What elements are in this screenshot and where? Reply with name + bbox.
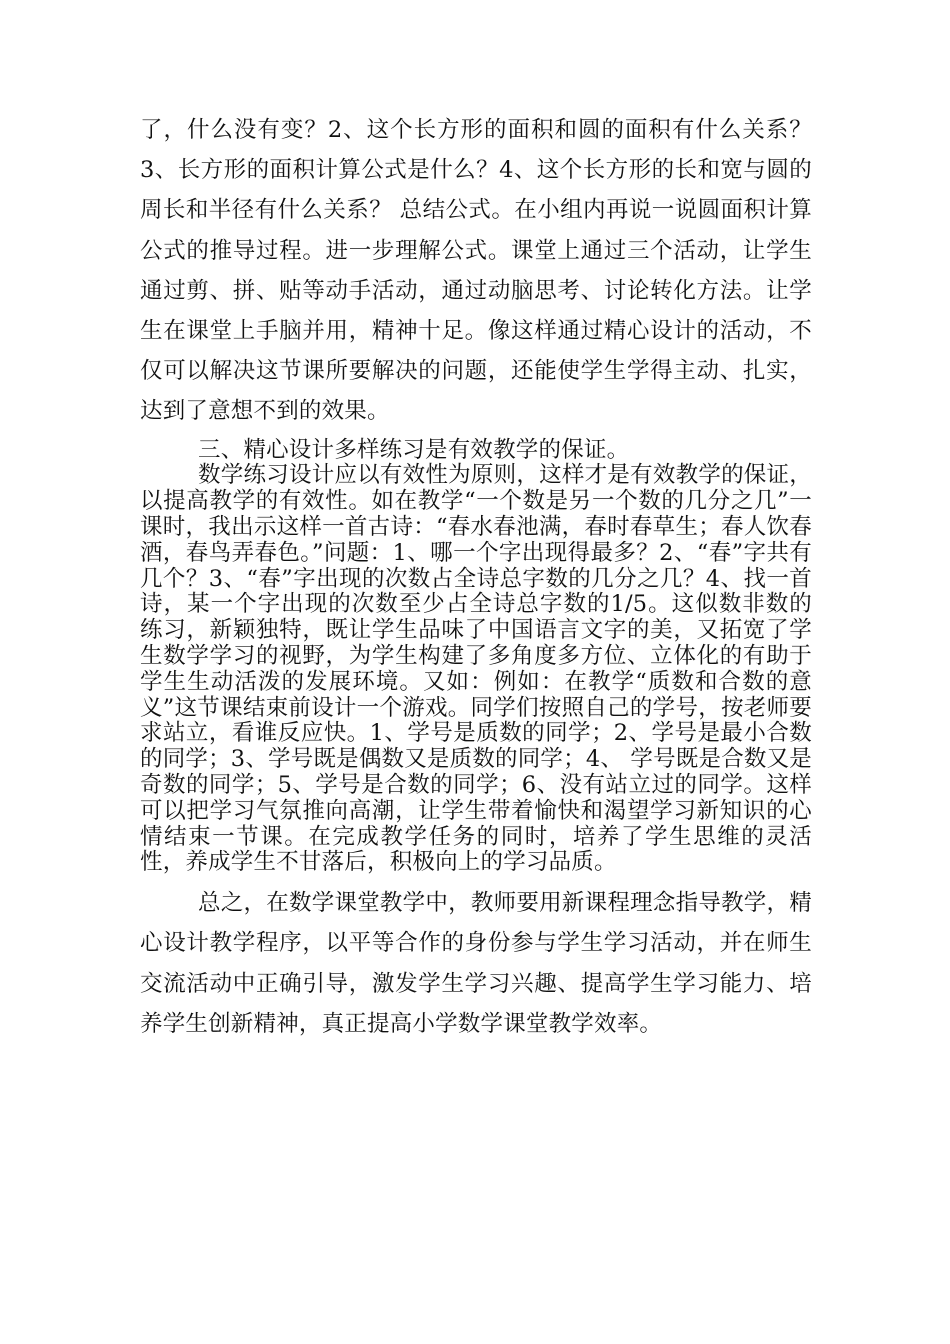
paragraph-intro-continuation: 了，什么没有变？2、这个长方形的面积和圆的面积有什么关系？3、长方形的面积计算公式是什么？4、这个长方形的长和宽与圆的周长和半径有什么关系？ 总结公式。在小组内再说一说圆面积计算公式的推导过程。进一步理解公式。课堂上通过三个活动，让学生通过剪、拼、贴等动手活动，通过动脑思考、讨论转化方法。让学生在课堂上手脑并用，精神十足。像这样通过精心设计的活动，不仅可以解决这节课所要解决的问题，还能使学生学得主动、扎实，达到了意想不到的效果。	[140, 117, 812, 425]
document-page	[140, 110, 812, 1044]
paragraph-summary: 总之，在数学课堂教学中，教师要用新课程理念指导教学，精心设计教学程序，以平等合作的身份参与学生学习活动，并在师生交流活动中正确引导，激发学生学习兴趣、提高学生学习能力、培养学生创新精神，真正提高小学数学课堂教学效率。	[140, 890, 812, 1037]
spacer	[140, 876, 812, 883]
paragraph-practice-design: 数学练习设计应以有效性为原则，这样才是有效教学的保证，以提高教学的有效性。如在教学“一个数是另一个数的几分之几”一课时，我出示这样一首古诗：“春水春池满，春时春草生；春人饮春酒，春鸟弄春色。”问题：1、哪一个字出现得最多？2、“春”字共有几个？3、“春”字出现的次数占全诗总字数的几分之几？4、找一首诗，某一个字出现的次数至少占全诗总字数的1/5。这似数非数的练习，新颖独特，既让学生品味了中国语言文字的美，又拓宽了学生数学学习的视野，为学生构建了多角度多方位、立体化的有助于学生生动活泼的发展环境。又如：例如：在教学“质数和合数的意义”这节课结束前设计一个游戏。同学们按照自己的学号，按老师要求站立，看谁反应快。1、学号是质数的同学；2、学号是最小合数的同学；3、学号既是偶数又是质数的同学；4、 学号既是合数又是奇数的同学；5、学号是合数的同学；6、没有站立过的同学。这样可以把学习气氛推向高潮，让学生带着愉快和渴望学习新知识的心情结束一节课。在完成教学任务的同时，培养了学生思维的灵活性，养成学生不甘落后，积极向上的学习品质。	[140, 462, 812, 876]
section-heading-three: 三、精心设计多样练习是有效教学的保证。	[198, 436, 630, 463]
